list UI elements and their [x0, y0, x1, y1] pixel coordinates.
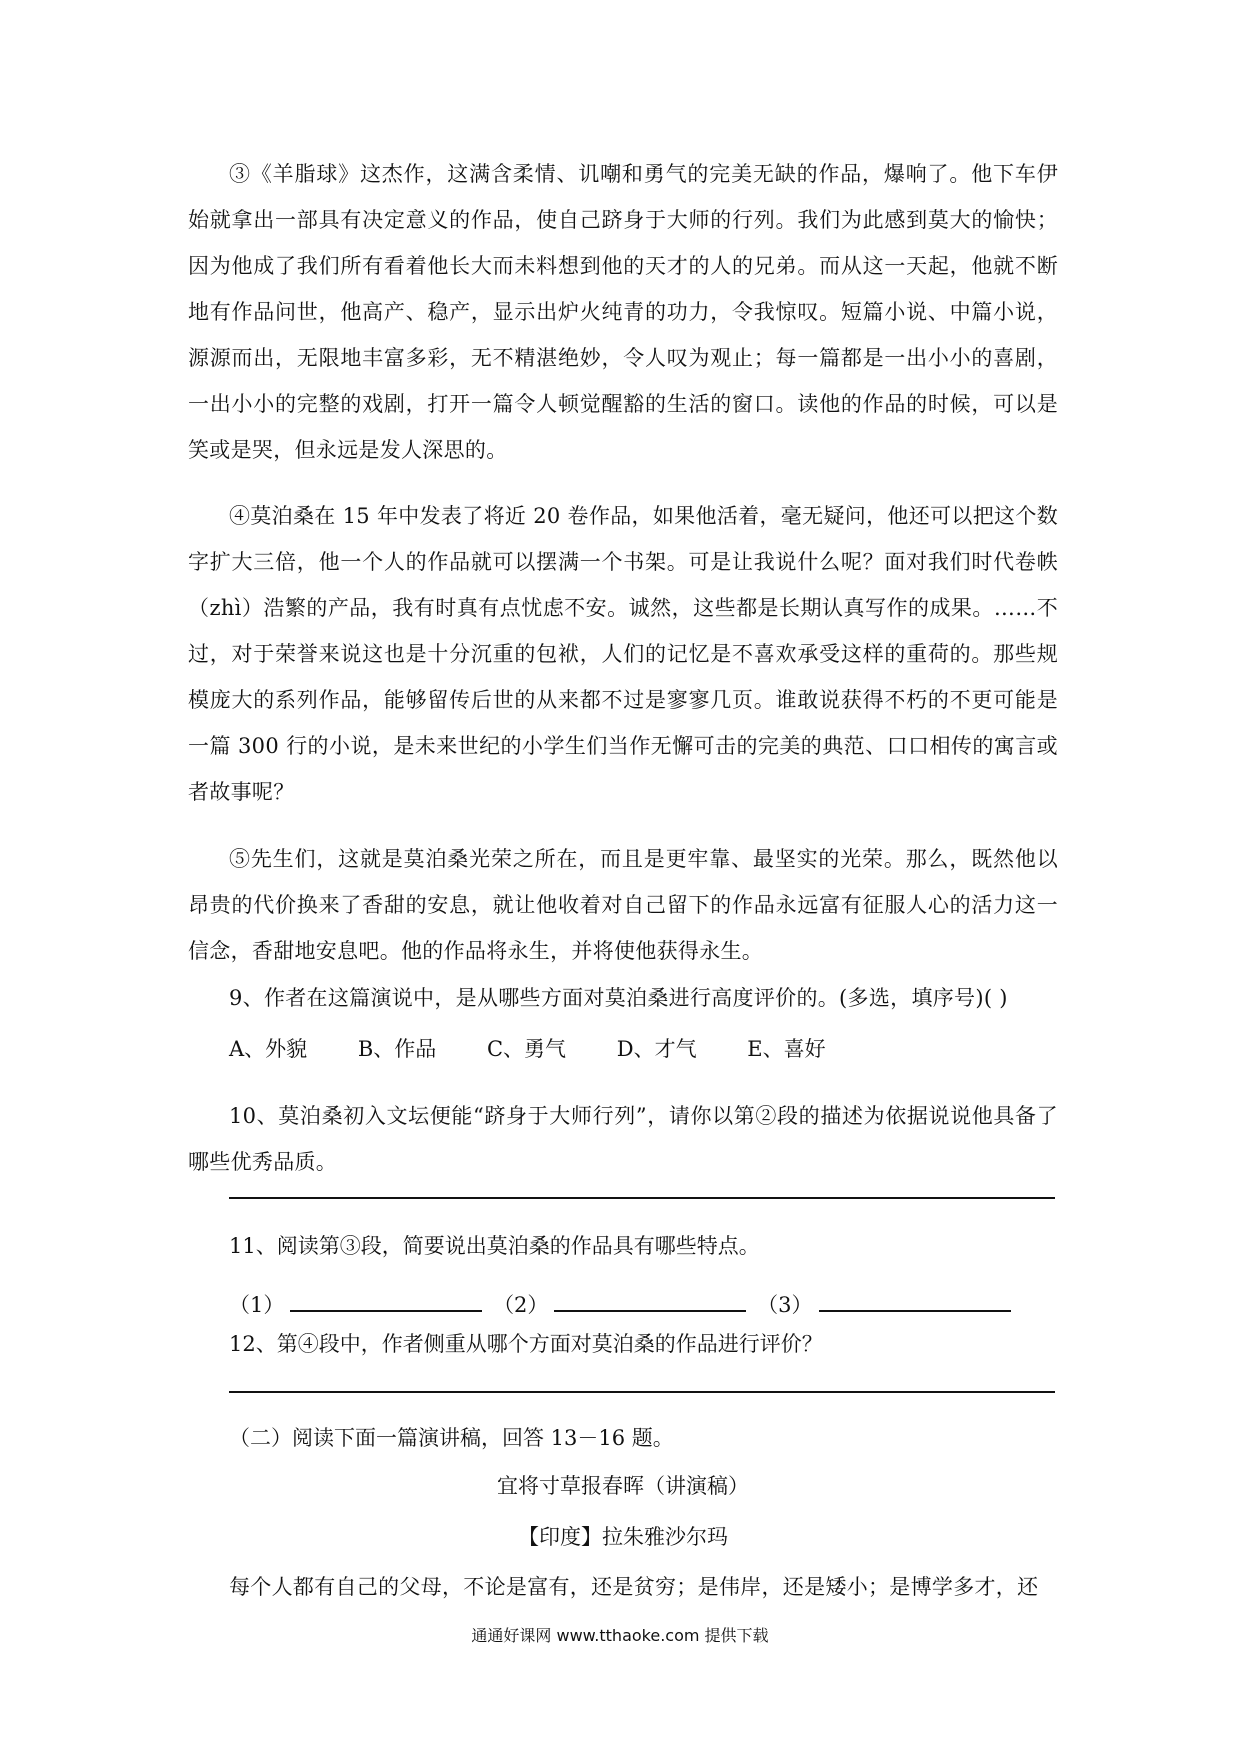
question-10: 10、莫泊桑初入文坛便能“跻身于大师行列”，请你以第②段的描述为依据说说他具备了哪些优秀品质。 — [188, 1104, 1058, 1174]
paragraph-3: ③《羊脂球》这杰作，这满含柔情、讥嘲和勇气的完美无缺的作品，爆响了。他下车伊始就拿出一部具有决定意义的作品，使自己跻身于大师的行列。我们为此感到莫大的愉快；因为他成了我们所有看着他长大而未料想到他的天才的人的兄弟。而从这一天起，他就不断地有作品问世，他高产、稳产，显示出炉火纯青的功力，令我惊叹。短篇小说、中篇小说，源源而出，无限地丰富多彩，无不精湛绝妙，令人叹为观止；每一篇都是一出小小的喜剧，一出小小的完整的戏剧，打开一篇令人顿觉醒豁的生活的窗口。读他的作品的时候，可以是笑或是哭，但永远是发人深思的。 — [188, 162, 1058, 462]
essay-title: 宜将寸草报春晖（讲演稿） — [497, 1474, 749, 1498]
blank-label-3: （3） — [757, 1293, 813, 1317]
option-c: C、勇气 — [486, 1037, 567, 1061]
essay-author: 【印度】拉朱雅沙尔玛 — [518, 1525, 728, 1549]
option-d: D、才气 — [616, 1037, 697, 1061]
blank-label-2: （2） — [493, 1293, 549, 1317]
question-9: 9、作者在这篇演说中，是从哪些方面对莫泊桑进行高度评价的。(多选，填序号)( ) — [229, 986, 1008, 1010]
option-e: E、喜好 — [747, 1037, 826, 1061]
question-12: 12、第④段中，作者侧重从哪个方面对莫泊桑的作品进行评价？ — [229, 1332, 823, 1356]
answer-line-q12[interactable] — [229, 1391, 1055, 1393]
essay-first-line: 每个人都有自己的父母，不论是富有，还是贫穷；是伟岸，还是矮小；是博学多才，还 — [229, 1575, 1039, 1599]
page-footer: 通通好课网 www.tthaoke.com 提供下载 — [471, 1626, 769, 1645]
question-9-options — [229, 1026, 870, 1072]
answer-blank-2[interactable] — [554, 1288, 746, 1312]
paragraph-4: ④莫泊桑在 15 年中发表了将近 20 卷作品，如果他活着，毫无疑问，他还可以把这个数字扩大三倍，他一个人的作品就可以摆满一个书架。可是让我说什么呢？面对我们时代卷帙（zhì）浩繁的产品，我有时真有点忧虑不安。诚然，这些都是长期认真写作的成果。……不过，对于荣誉来说这也是十分沉重的包袱，人们的记忆是不喜欢承受这样的重荷的。那些规模庞大的系列作品，能够留传后世的从来都不过是寥寥几页。谁敢说获得不朽的不更可能是一篇 300 行的小说，是未来世纪的小学生们当作无懈可击的完美的典范、口口相传的寓言或者故事呢？ — [188, 504, 1058, 804]
section-2-intro: （二）阅读下面一篇演讲稿，回答 13－16 题。 — [229, 1426, 674, 1450]
option-b: B、作品 — [357, 1037, 437, 1061]
blank-label-1: （1） — [229, 1293, 285, 1317]
question-11: 11、阅读第③段，简要说出莫泊桑的作品具有哪些特点。 — [229, 1234, 760, 1258]
answer-blank-3[interactable] — [819, 1288, 1011, 1312]
option-a: A、外貌 — [229, 1037, 308, 1061]
answer-line-q10[interactable] — [229, 1197, 1055, 1199]
answer-blank-1[interactable] — [290, 1288, 482, 1312]
paragraph-5: ⑤先生们，这就是莫泊桑光荣之所在，而且是更牢靠、最坚实的光荣。那么，既然他以昂贵的代价换来了香甜的安息，就让他收着对自己留下的作品永远富有征服人心的活力这一信念，香甜地安息吧。他的作品将永生，并将使他获得永生。 — [188, 847, 1058, 963]
